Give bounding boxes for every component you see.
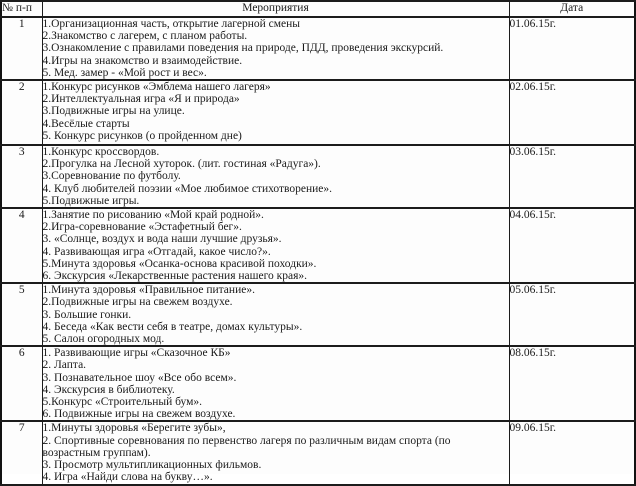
activities-cell (42, 421, 509, 484)
activity-line: 6. Подвижные игры на свежем воздухе. (42, 408, 236, 421)
activity-line: 4. Экскурсия в библиотеку. (42, 383, 175, 396)
header-number-column: № п-п (1, 1, 42, 17)
activities-cell (42, 17, 509, 80)
activity-line: 1.Минута здоровья «Правильное питание». (42, 284, 255, 297)
activities-cell (42, 208, 509, 283)
date-cell: 02.06.15г. (509, 80, 635, 145)
activity-line: 4. Развивающая игра «Отгадай, какое число?». (42, 245, 271, 258)
activity-line: 1.Конкурс кроссвордов. (42, 146, 160, 159)
date-cell: 01.06.15г. (509, 17, 635, 80)
activity-line: 6. Экскурсия «Лекарственные растения нашего края». (42, 270, 307, 283)
activity-line: 5. Салон огородных мод. (42, 333, 165, 346)
header-activities-column: Мероприятия (42, 1, 509, 17)
activity-line: 3. Просмотр мультипликационных фильмов. (42, 459, 262, 472)
activity-line: 2. Спортивные соревнования по первенство лагеря по различным видам спорта (по возрастным группам). (42, 434, 451, 459)
activity-line: 4.Игры на знакомство и взаимодействие. (42, 54, 243, 67)
schedule-row (1, 17, 635, 80)
activity-line: 1.Конкурс рисунков «Эмблема нашего лагеря» (42, 81, 271, 94)
schedule-row (1, 80, 635, 145)
activity-line: 5.Подвижные игры. (42, 194, 140, 207)
activities-cell (42, 283, 509, 346)
date-cell: 09.06.15г. (509, 421, 635, 484)
activity-line: 4. Игра «Найди слова на букву…». (42, 471, 213, 484)
activity-line: 4. Клуб любителей поэзии «Мое любимое стихотворение». (42, 182, 333, 195)
schedule-row (1, 283, 635, 346)
activity-line: 3.Соревнование по футболу. (42, 170, 181, 183)
activities-cell (42, 346, 509, 421)
schedule-row (1, 421, 635, 484)
row-number-cell: 5 (1, 283, 42, 346)
activity-line: 3. Большие гонки. (42, 308, 132, 321)
row-number-cell: 7 (1, 421, 42, 484)
row-number-cell: 2 (1, 80, 42, 145)
activity-line: 2. Лапта. (42, 359, 87, 372)
date-cell: 03.06.15г. (509, 145, 635, 208)
activity-line: 4. Беседа «Как вести себя в театре, домах культуры». (42, 320, 303, 333)
activity-line: 5.Минута здоровья «Осанка-основа красивой походки». (42, 257, 317, 270)
activity-line: 2.Игра-соревнование «Эстафетный бег». (42, 221, 242, 234)
activity-line: 3. Познавательное шоу «Все обо всем». (42, 371, 237, 384)
date-cell: 04.06.15г. (509, 208, 635, 283)
schedule-row (1, 145, 635, 208)
activity-line: 3. «Солнце, воздух и вода наши лучшие друзья». (42, 233, 282, 246)
activity-line: 2.Знакомство с лагерем, с планом работы. (42, 30, 248, 43)
header-date-column: Дата (509, 1, 635, 17)
activity-line: 1.Организационная часть, открытие лагерной смены (42, 18, 301, 30)
activities-cell (42, 145, 509, 208)
activity-line: 5. Конкурс рисунков (о пройденном дне) (42, 129, 242, 142)
activity-line: 5. Мед. замер - «Мой рост и вес». (42, 66, 207, 79)
activity-line: 1.Минуты здоровья «Берегите зубы», (42, 422, 226, 435)
row-number-cell: 1 (1, 17, 42, 80)
activity-line: 1. Развивающие игры «Сказочное КБ» (42, 347, 231, 360)
activity-line: 5.Конкурс «Строительный бум». (42, 396, 203, 409)
schedule-row (1, 208, 635, 283)
activity-line: 1.Занятие по рисованию «Мой край родной». (42, 209, 264, 222)
activity-line: 2.Подвижные игры на свежем воздухе. (42, 296, 233, 309)
header-row (1, 1, 635, 17)
row-number-cell: 4 (1, 208, 42, 283)
row-number-cell: 3 (1, 145, 42, 208)
activity-line: 4.Весёлые старты (42, 117, 130, 130)
activity-line: 3.Ознакомление с правилами поведения на природе, ПДД, проведения экскурсий. (42, 42, 444, 55)
date-cell: 05.06.15г. (509, 283, 635, 346)
date-cell: 08.06.15г. (509, 346, 635, 421)
row-number-cell: 6 (1, 346, 42, 421)
activity-line: 2.Интеллектуальная игра «Я и природа» (42, 93, 240, 106)
schedule-table-body (1, 17, 635, 485)
table-header (1, 1, 635, 17)
activity-line: 3.Подвижные игры на улице. (42, 105, 185, 118)
activities-cell (42, 80, 509, 145)
activity-line: 2.Прогулка на Лесной хуторок. (лит. гостиная «Радуга»). (42, 158, 321, 171)
schedule-row (1, 346, 635, 421)
